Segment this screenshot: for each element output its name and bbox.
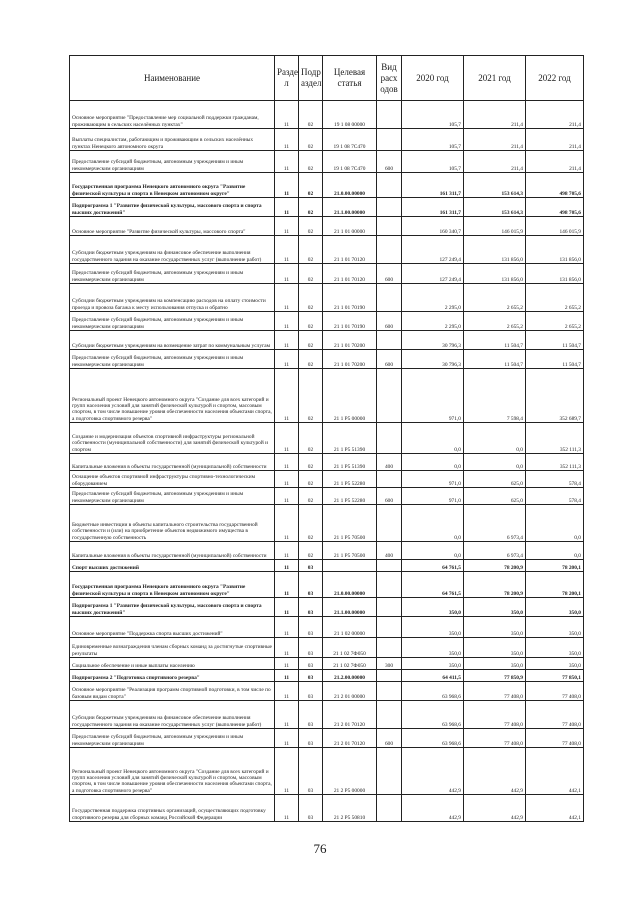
cell-razdel: 11 bbox=[275, 748, 299, 795]
cell-year-2022: 211,4 bbox=[526, 151, 584, 173]
cell-year-2022: 352 111,3 bbox=[526, 454, 584, 471]
cell-year-2022: 578,4 bbox=[526, 488, 584, 505]
table-row bbox=[70, 542, 584, 560]
cell-year-2021: 350,0 bbox=[464, 638, 526, 658]
header-year-2022: 2022 год bbox=[526, 56, 584, 101]
cell-target-article: 21 1 Р5 00000 bbox=[323, 369, 377, 423]
cell-name: Основное мероприятие "Поддержка спорта высших достижений" bbox=[70, 617, 275, 638]
cell-year-2022: 498 705,6 bbox=[526, 198, 584, 217]
cell-name: Субсидии бюджетным учреждениям на возмещение затрат по коммунальным услугам bbox=[70, 331, 275, 350]
cell-name: Предоставление субсидий бюджетным, автономным учреждениям и иным некоммерческим организациям bbox=[70, 729, 275, 748]
cell-target-article: 21 1 01 70200 bbox=[323, 331, 377, 350]
cell-name: Субсидии бюджетным учреждениям на финансовое обеспечение выполнения государственного задания на оказание государственных услуг (выполнение работ) bbox=[70, 701, 275, 729]
table-row bbox=[70, 101, 584, 129]
cell-year-2022: 0,0 bbox=[526, 542, 584, 560]
header-name: Наименование bbox=[70, 56, 275, 101]
cell-target-article: 21.0.00.00000 bbox=[323, 572, 377, 598]
cell-expense-type bbox=[377, 598, 402, 617]
cell-name: Бюджетные инвестиции в объекты капитального строительства государственной собственности и (или) на приобретение объектов недвижимого имущества в государственную собственность bbox=[70, 505, 275, 542]
cell-expense-type bbox=[377, 748, 402, 795]
cell-year-2021: 7 598,4 bbox=[464, 369, 526, 423]
cell-year-2020: 442,9 bbox=[402, 748, 464, 795]
cell-year-2021: 77 850,9 bbox=[464, 670, 526, 682]
cell-year-2022: 11 504,7 bbox=[526, 350, 584, 369]
cell-razdel: 11 bbox=[275, 638, 299, 658]
cell-target-article: 21 1 01 70190 bbox=[323, 312, 377, 331]
cell-year-2020: 30 796,3 bbox=[402, 350, 464, 369]
cell-year-2020: 63 968,6 bbox=[402, 682, 464, 701]
cell-year-2022: 0,0 bbox=[526, 505, 584, 542]
cell-razdel: 11 bbox=[275, 682, 299, 701]
cell-year-2021: 442,9 bbox=[464, 748, 526, 795]
cell-year-2022: 498 705,6 bbox=[526, 173, 584, 198]
cell-expense-type bbox=[377, 471, 402, 488]
cell-razdel: 11 bbox=[275, 572, 299, 598]
cell-name: Региональный проект Ненецкого автономного округа "Создание для всех категорий и групп населения условий для занятий физической культурой и спортом, массовым спортом, в том числе повышение уровня обеспеченности населения объектами спорта, а подготовка спортивного резерва" bbox=[70, 369, 275, 423]
cell-target-article: 21 2 01 70120 bbox=[323, 729, 377, 748]
cell-razdel: 11 bbox=[275, 658, 299, 670]
page-number: 76 bbox=[313, 841, 327, 856]
cell-expense-type: 400 bbox=[377, 454, 402, 471]
cell-expense-type bbox=[377, 423, 402, 454]
cell-name: Подпрограмма 2 "Подготовка спортивного резерва" bbox=[70, 670, 275, 682]
cell-podrazdel: 02 bbox=[299, 264, 323, 284]
cell-name: Субсидии бюджетным учреждениям на финансовое обеспечение выполнения государственного задания на оказание государственных услуг (выполнение работ) bbox=[70, 236, 275, 264]
cell-year-2020: 350,0 bbox=[402, 598, 464, 617]
cell-name: Предоставление субсидий бюджетным, автономным учреждениям и иным некоммерческим организациям bbox=[70, 350, 275, 369]
cell-podrazdel: 03 bbox=[299, 658, 323, 670]
table-row bbox=[70, 129, 584, 151]
cell-podrazdel: 02 bbox=[299, 488, 323, 505]
table-row bbox=[70, 795, 584, 822]
cell-year-2022: 350,0 bbox=[526, 598, 584, 617]
cell-year-2022: 77 850,1 bbox=[526, 670, 584, 682]
cell-expense-type bbox=[377, 617, 402, 638]
cell-year-2020: 2 295,0 bbox=[402, 312, 464, 331]
cell-target-article: 21 2 Р5 50810 bbox=[323, 795, 377, 822]
cell-razdel: 11 bbox=[275, 488, 299, 505]
cell-razdel: 11 bbox=[275, 151, 299, 173]
cell-year-2021: 77 408,0 bbox=[464, 682, 526, 701]
cell-year-2022: 131 856,0 bbox=[526, 264, 584, 284]
table-row bbox=[70, 331, 584, 350]
cell-podrazdel: 02 bbox=[299, 505, 323, 542]
cell-year-2021: 211,4 bbox=[464, 101, 526, 129]
cell-year-2022: 11 504,7 bbox=[526, 331, 584, 350]
header-podrazdel: Подр аздел bbox=[299, 56, 323, 101]
cell-target-article: 21 1 Р5 51390 bbox=[323, 454, 377, 471]
table-row bbox=[70, 488, 584, 505]
cell-podrazdel: 02 bbox=[299, 542, 323, 560]
cell-name: Единовременные вознаграждения членам сборных команд за достигнутые спортивные результаты bbox=[70, 638, 275, 658]
cell-target-article: 21 1 01 00000 bbox=[323, 217, 377, 236]
table-row bbox=[70, 617, 584, 638]
cell-razdel: 11 bbox=[275, 471, 299, 488]
cell-expense-type bbox=[377, 560, 402, 572]
cell-name: Основное мероприятие "Развитие физической культуры, массового спорта" bbox=[70, 217, 275, 236]
header-year-2020: 2020 год bbox=[402, 56, 464, 101]
table-row bbox=[70, 701, 584, 729]
cell-year-2020: 971,0 bbox=[402, 369, 464, 423]
cell-year-2021: 211,4 bbox=[464, 151, 526, 173]
cell-name: Основное мероприятие "Реализация программ спортивной подготовки, в том числе по базовым видам спорта" bbox=[70, 682, 275, 701]
cell-year-2022: 2 655,2 bbox=[526, 312, 584, 331]
cell-podrazdel: 02 bbox=[299, 236, 323, 264]
cell-year-2022: 352 111,3 bbox=[526, 423, 584, 454]
cell-podrazdel: 02 bbox=[299, 129, 323, 151]
cell-year-2020: 105,7 bbox=[402, 129, 464, 151]
cell-year-2021: 11 504,7 bbox=[464, 331, 526, 350]
cell-year-2022: 352 689,7 bbox=[526, 369, 584, 423]
table-row bbox=[70, 369, 584, 423]
cell-expense-type bbox=[377, 638, 402, 658]
cell-razdel: 11 bbox=[275, 617, 299, 638]
cell-year-2021: 77 408,0 bbox=[464, 729, 526, 748]
cell-year-2020: 0,0 bbox=[402, 505, 464, 542]
cell-year-2022: 350,0 bbox=[526, 658, 584, 670]
cell-expense-type: 600 bbox=[377, 264, 402, 284]
cell-year-2020: 64 411,5 bbox=[402, 670, 464, 682]
cell-year-2020: 161 311,7 bbox=[402, 173, 464, 198]
table-row bbox=[70, 217, 584, 236]
table-row bbox=[70, 198, 584, 217]
cell-razdel: 11 bbox=[275, 560, 299, 572]
cell-year-2021: 350,0 bbox=[464, 658, 526, 670]
cell-podrazdel: 03 bbox=[299, 701, 323, 729]
cell-year-2020: 971,0 bbox=[402, 471, 464, 488]
cell-podrazdel: 03 bbox=[299, 670, 323, 682]
cell-name: Региональный проект Ненецкого автономного округа "Создание для всех категорий и групп населения условий для занятий физической культурой и спортом, массовым спортом, в том числе повышение уровня обеспеченности населения объектами спорта, а подготовка спортивного резерва" bbox=[70, 748, 275, 795]
cell-podrazdel: 03 bbox=[299, 682, 323, 701]
table-row bbox=[70, 423, 584, 454]
cell-year-2020: 971,0 bbox=[402, 488, 464, 505]
header-razdel: Разде л bbox=[275, 56, 299, 101]
cell-razdel: 11 bbox=[275, 670, 299, 682]
cell-year-2020: 442,9 bbox=[402, 795, 464, 822]
cell-year-2021: 131 856,0 bbox=[464, 236, 526, 264]
cell-expense-type bbox=[377, 682, 402, 701]
cell-podrazdel: 03 bbox=[299, 638, 323, 658]
cell-podrazdel: 02 bbox=[299, 454, 323, 471]
cell-podrazdel: 02 bbox=[299, 350, 323, 369]
cell-year-2021: 6 973,4 bbox=[464, 505, 526, 542]
cell-name: Государственная поддержка спортивных организаций, осуществляющих подготовку спортивного резерва для сборных команд Российской Федерации bbox=[70, 795, 275, 822]
table-row bbox=[70, 312, 584, 331]
cell-year-2022: 2 655,2 bbox=[526, 284, 584, 312]
cell-year-2020: 30 796,3 bbox=[402, 331, 464, 350]
cell-year-2020: 127 249,4 bbox=[402, 264, 464, 284]
cell-name: Социальное обеспечение и иные выплаты населению bbox=[70, 658, 275, 670]
cell-year-2021: 153 614,3 bbox=[464, 173, 526, 198]
cell-name: Основное мероприятие "Предоставление мер социальной поддержки гражданам, проживающим в сельских населённых пунктах" bbox=[70, 101, 275, 129]
cell-expense-type: 300 bbox=[377, 658, 402, 670]
cell-razdel: 11 bbox=[275, 264, 299, 284]
cell-year-2021: 0,0 bbox=[464, 454, 526, 471]
cell-target-article: 21.1.00.00000 bbox=[323, 598, 377, 617]
cell-name: Предоставление субсидий бюджетным, автономным учреждениям и иным некоммерческим организациям bbox=[70, 488, 275, 505]
cell-podrazdel: 03 bbox=[299, 572, 323, 598]
cell-podrazdel: 02 bbox=[299, 173, 323, 198]
cell-razdel: 11 bbox=[275, 795, 299, 822]
cell-name: Создание и модернизация объектов спортивной инфраструктуры региональной собственности (муниципальной собственности) для занятий физической культурой и спортом bbox=[70, 423, 275, 454]
cell-year-2022: 146 015,9 bbox=[526, 217, 584, 236]
cell-expense-type bbox=[377, 331, 402, 350]
cell-podrazdel: 03 bbox=[299, 617, 323, 638]
cell-target-article: 21 2 01 00000 bbox=[323, 682, 377, 701]
table-row bbox=[70, 454, 584, 471]
cell-year-2022: 211,4 bbox=[526, 101, 584, 129]
cell-razdel: 11 bbox=[275, 350, 299, 369]
cell-year-2020: 161 311,7 bbox=[402, 198, 464, 217]
cell-year-2020: 160 340,7 bbox=[402, 217, 464, 236]
cell-razdel: 11 bbox=[275, 101, 299, 129]
cell-podrazdel: 02 bbox=[299, 284, 323, 312]
cell-expense-type: 600 bbox=[377, 151, 402, 173]
cell-year-2020: 64 761,5 bbox=[402, 560, 464, 572]
cell-year-2020: 0,0 bbox=[402, 542, 464, 560]
cell-podrazdel: 02 bbox=[299, 217, 323, 236]
table-header-row bbox=[70, 56, 584, 101]
cell-expense-type: 400 bbox=[377, 542, 402, 560]
cell-year-2020: 0,0 bbox=[402, 454, 464, 471]
table-row bbox=[70, 670, 584, 682]
table-row bbox=[70, 236, 584, 264]
cell-year-2022: 77 408,0 bbox=[526, 729, 584, 748]
cell-expense-type bbox=[377, 284, 402, 312]
cell-expense-type bbox=[377, 198, 402, 217]
cell-target-article: 21.2.00.00000 bbox=[323, 670, 377, 682]
table-body bbox=[70, 101, 584, 822]
cell-year-2022: 578,4 bbox=[526, 471, 584, 488]
table-row bbox=[70, 598, 584, 617]
cell-name: Оснащение объектов спортивной инфраструктуры спортивно-технологическим оборудованием bbox=[70, 471, 275, 488]
cell-name: Спорт высших достижений bbox=[70, 560, 275, 572]
cell-target-article: 21 2 01 70120 bbox=[323, 701, 377, 729]
cell-expense-type bbox=[377, 505, 402, 542]
cell-year-2021: 2 655,2 bbox=[464, 312, 526, 331]
cell-year-2021: 78 200,9 bbox=[464, 572, 526, 598]
cell-podrazdel: 03 bbox=[299, 748, 323, 795]
cell-target-article: 21 1 Р5 51390 bbox=[323, 423, 377, 454]
cell-year-2021: 2 655,2 bbox=[464, 284, 526, 312]
cell-target-article: 21 1 01 70120 bbox=[323, 264, 377, 284]
cell-razdel: 11 bbox=[275, 312, 299, 331]
cell-name: Предоставление субсидий бюджетным, автономным учреждениям и иным некоммерческим организациям bbox=[70, 151, 275, 173]
cell-name: Подпрограмма 1 "Развитие физической культуры, массового спорта и спорта высших достижений" bbox=[70, 198, 275, 217]
cell-target-article: 21 1 02 7Ф050 bbox=[323, 638, 377, 658]
cell-year-2020: 105,7 bbox=[402, 101, 464, 129]
cell-expense-type bbox=[377, 173, 402, 198]
cell-target-article: 21 1 01 70190 bbox=[323, 284, 377, 312]
cell-target-article: 21 2 Р5 00000 bbox=[323, 748, 377, 795]
cell-year-2021: 0,0 bbox=[464, 423, 526, 454]
cell-year-2021: 131 856,0 bbox=[464, 264, 526, 284]
cell-year-2020: 350,0 bbox=[402, 617, 464, 638]
cell-name: Государственная программа Ненецкого автономного округа "Развитие физической культуры и спорта в Ненецком автономном округе" bbox=[70, 173, 275, 198]
cell-expense-type bbox=[377, 701, 402, 729]
cell-target-article: 21 1 01 70120 bbox=[323, 236, 377, 264]
cell-year-2021: 153 614,3 bbox=[464, 198, 526, 217]
cell-razdel: 11 bbox=[275, 198, 299, 217]
header-year-2021: 2021 год bbox=[464, 56, 526, 101]
table-row bbox=[70, 173, 584, 198]
cell-razdel: 11 bbox=[275, 598, 299, 617]
cell-year-2020: 64 761,5 bbox=[402, 572, 464, 598]
cell-year-2022: 78 200,1 bbox=[526, 560, 584, 572]
cell-year-2021: 350,0 bbox=[464, 617, 526, 638]
cell-year-2020: 0,0 bbox=[402, 423, 464, 454]
cell-year-2022: 442,1 bbox=[526, 795, 584, 822]
cell-podrazdel: 02 bbox=[299, 331, 323, 350]
cell-podrazdel: 02 bbox=[299, 151, 323, 173]
cell-year-2022: 131 856,0 bbox=[526, 236, 584, 264]
cell-podrazdel: 02 bbox=[299, 369, 323, 423]
cell-year-2020: 127 249,4 bbox=[402, 236, 464, 264]
table-row bbox=[70, 350, 584, 369]
cell-name: Подпрограмма 1 "Развитие физической культуры, массового спорта и спорта высших достижений" bbox=[70, 598, 275, 617]
table-row bbox=[70, 572, 584, 598]
cell-target-article: 19 1 08 7С470 bbox=[323, 151, 377, 173]
cell-razdel: 11 bbox=[275, 369, 299, 423]
cell-name: Выплаты специалистам, работающим и проживающим в сельских населённых пунктах Ненецкого автономного округа bbox=[70, 129, 275, 151]
cell-year-2021: 442,9 bbox=[464, 795, 526, 822]
cell-name: Капитальные вложения в объекты государственной (муниципальной) собственности bbox=[70, 542, 275, 560]
cell-expense-type bbox=[377, 101, 402, 129]
cell-podrazdel: 02 bbox=[299, 198, 323, 217]
cell-target-article: 21.0.00.00000 bbox=[323, 173, 377, 198]
cell-razdel: 11 bbox=[275, 217, 299, 236]
cell-year-2022: 78 200,1 bbox=[526, 572, 584, 598]
table-row bbox=[70, 505, 584, 542]
table-row bbox=[70, 729, 584, 748]
cell-expense-type bbox=[377, 795, 402, 822]
cell-razdel: 11 bbox=[275, 236, 299, 264]
cell-razdel: 11 bbox=[275, 173, 299, 198]
cell-year-2022: 350,0 bbox=[526, 638, 584, 658]
cell-podrazdel: 03 bbox=[299, 560, 323, 572]
table-row bbox=[70, 264, 584, 284]
cell-year-2020: 350,0 bbox=[402, 658, 464, 670]
cell-razdel: 11 bbox=[275, 284, 299, 312]
cell-target-article: 19 1 08 7С470 bbox=[323, 129, 377, 151]
table-row bbox=[70, 682, 584, 701]
cell-expense-type bbox=[377, 670, 402, 682]
cell-target-article: 21 1 02 7Ф050 bbox=[323, 658, 377, 670]
cell-target-article: 21.1.00.00000 bbox=[323, 198, 377, 217]
cell-target-article: 21 1 Р5 70500 bbox=[323, 542, 377, 560]
cell-target-article: 21 1 Р5 52280 bbox=[323, 488, 377, 505]
cell-year-2020: 350,0 bbox=[402, 638, 464, 658]
cell-expense-type: 600 bbox=[377, 729, 402, 748]
cell-year-2021: 625,0 bbox=[464, 471, 526, 488]
table-row bbox=[70, 471, 584, 488]
cell-year-2022: 77 408,0 bbox=[526, 701, 584, 729]
cell-razdel: 11 bbox=[275, 729, 299, 748]
cell-target-article: 19 1 08 00000 bbox=[323, 101, 377, 129]
header-target-article: Целевая статья bbox=[323, 56, 377, 101]
cell-name: Государственная программа Ненецкого автономного округа "Развитие физической культуры и спорта в Ненецком автономном округе" bbox=[70, 572, 275, 598]
cell-razdel: 11 bbox=[275, 454, 299, 471]
cell-podrazdel: 02 bbox=[299, 101, 323, 129]
cell-expense-type bbox=[377, 129, 402, 151]
cell-expense-type bbox=[377, 236, 402, 264]
cell-podrazdel: 02 bbox=[299, 312, 323, 331]
table-row bbox=[70, 284, 584, 312]
cell-razdel: 11 bbox=[275, 542, 299, 560]
cell-podrazdel: 03 bbox=[299, 598, 323, 617]
table-row bbox=[70, 748, 584, 795]
cell-year-2021: 6 973,4 bbox=[464, 542, 526, 560]
cell-year-2020: 105,7 bbox=[402, 151, 464, 173]
header-expense-type: Вид расх одов bbox=[377, 56, 402, 101]
table-row bbox=[70, 560, 584, 572]
cell-razdel: 11 bbox=[275, 423, 299, 454]
cell-expense-type: 600 bbox=[377, 350, 402, 369]
cell-year-2021: 78 200,9 bbox=[464, 560, 526, 572]
cell-target-article: 21 1 Р5 70500 bbox=[323, 505, 377, 542]
cell-year-2021: 77 408,0 bbox=[464, 701, 526, 729]
cell-year-2022: 350,0 bbox=[526, 617, 584, 638]
cell-year-2020: 63 968,6 bbox=[402, 729, 464, 748]
cell-year-2022: 211,4 bbox=[526, 129, 584, 151]
cell-year-2021: 625,0 bbox=[464, 488, 526, 505]
cell-year-2021: 11 504,7 bbox=[464, 350, 526, 369]
cell-year-2022: 77 408,0 bbox=[526, 682, 584, 701]
cell-year-2021: 350,0 bbox=[464, 598, 526, 617]
cell-razdel: 11 bbox=[275, 129, 299, 151]
cell-podrazdel: 02 bbox=[299, 423, 323, 454]
cell-podrazdel: 02 bbox=[299, 471, 323, 488]
table-row bbox=[70, 658, 584, 670]
cell-target-article: 21 1 Р5 52280 bbox=[323, 471, 377, 488]
cell-razdel: 11 bbox=[275, 505, 299, 542]
cell-expense-type bbox=[377, 369, 402, 423]
table-row bbox=[70, 638, 584, 658]
cell-name: Капитальные вложения в объекты государственной (муниципальной) собственности bbox=[70, 454, 275, 471]
cell-expense-type bbox=[377, 572, 402, 598]
budget-table bbox=[69, 55, 584, 822]
cell-target-article bbox=[323, 560, 377, 572]
cell-year-2021: 211,4 bbox=[464, 129, 526, 151]
table-row bbox=[70, 151, 584, 173]
cell-year-2020: 63 968,6 bbox=[402, 701, 464, 729]
cell-razdel: 11 bbox=[275, 701, 299, 729]
cell-expense-type: 600 bbox=[377, 488, 402, 505]
cell-year-2021: 146 015,9 bbox=[464, 217, 526, 236]
cell-podrazdel: 03 bbox=[299, 795, 323, 822]
cell-name: Предоставление субсидий бюджетным, автономным учреждениям и иным некоммерческим организациям bbox=[70, 312, 275, 331]
cell-name: Субсидии бюджетным учреждениям на компенсацию расходов на оплату стоимости проезда и провоза багажа к месту использования отпуска и обратно bbox=[70, 284, 275, 312]
cell-expense-type: 600 bbox=[377, 312, 402, 331]
cell-target-article: 21 1 02 00000 bbox=[323, 617, 377, 638]
cell-year-2020: 2 295,0 bbox=[402, 284, 464, 312]
cell-name: Предоставление субсидий бюджетным, автономным учреждениям и иным некоммерческим организациям bbox=[70, 264, 275, 284]
cell-podrazdel: 03 bbox=[299, 729, 323, 748]
cell-year-2022: 442,1 bbox=[526, 748, 584, 795]
cell-razdel: 11 bbox=[275, 331, 299, 350]
cell-target-article: 21 1 01 70200 bbox=[323, 350, 377, 369]
cell-expense-type bbox=[377, 217, 402, 236]
